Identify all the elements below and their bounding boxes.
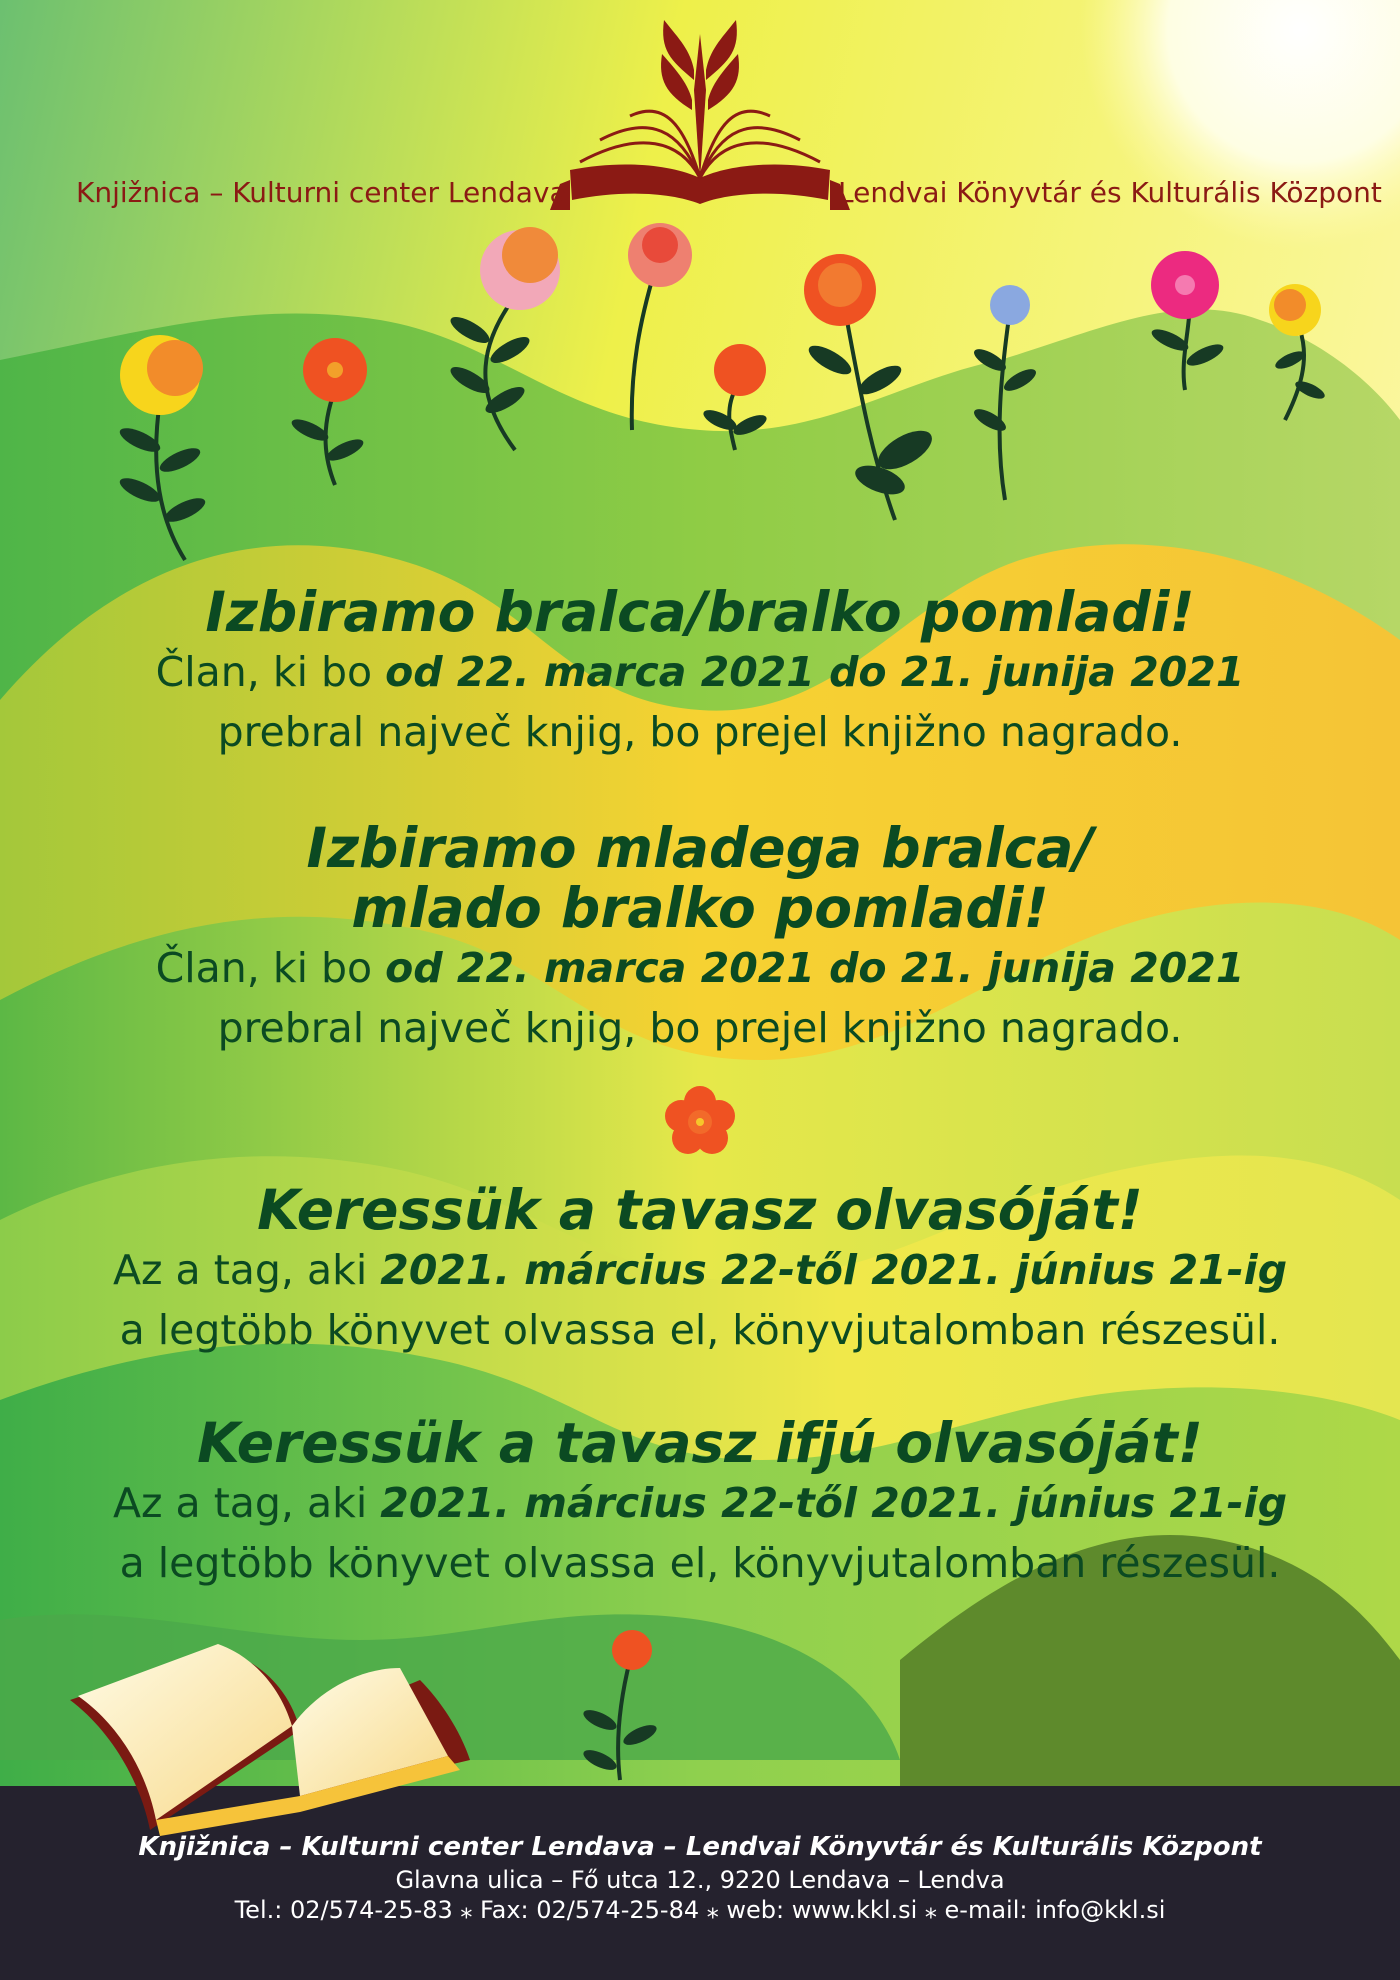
period-dates: 2021. március 22-től 2021. június 21-ig <box>380 1479 1288 1527</box>
period-dates: od 22. marca 2021 do 21. junija 2021 <box>385 944 1245 992</box>
section-headline-continued: mlado bralko pomladi! <box>351 876 1049 940</box>
period-prefix: Član, ki bo <box>155 944 386 992</box>
section-reward-line: prebral največ knjig, bo prejel knjižno nagrado. <box>217 1004 1183 1052</box>
section-period-line <box>0 642 1400 702</box>
section-period-line <box>0 938 1400 998</box>
period-prefix: Az a tag, aki <box>112 1246 381 1294</box>
section-period-line <box>0 1473 1400 1533</box>
footer-title: Knjižnica – Kulturni center Lendava – Lendvai Könyvtár és Kulturális Központ <box>138 1832 1262 1862</box>
section-adult-reader-slovene <box>0 582 1400 762</box>
section-headline: Izbiramo bralca/bralko pomladi! <box>205 580 1195 644</box>
header-library-name-slovene: Knjižnica – Kulturni center Lendava <box>76 176 567 209</box>
section-adult-reader-hungarian <box>0 1180 1400 1360</box>
period-prefix: Član, ki bo <box>155 648 386 696</box>
section-young-reader-slovene <box>0 818 1400 1058</box>
section-headline: Izbiramo mladega bralca/ <box>306 816 1094 880</box>
section-headline: Keressük a tavasz ifjú olvasóját! <box>197 1411 1203 1475</box>
section-reward-line: prebral največ knjig, bo prejel knjižno nagrado. <box>217 708 1183 756</box>
period-dates: 2021. március 22-től 2021. június 21-ig <box>380 1246 1288 1294</box>
period-dates: od 22. marca 2021 do 21. junija 2021 <box>385 648 1245 696</box>
section-young-reader-hungarian <box>0 1413 1400 1593</box>
footer-contact: Tel.: 02/574-25-83 ⁎ Fax: 02/574-25-84 ⁎ web: www.kkl.si ⁎ e-mail: info@kkl.si <box>234 1896 1166 1924</box>
section-headline: Keressük a tavasz olvasóját! <box>257 1178 1143 1242</box>
section-reward-line: a legtöbb könyvet olvassa el, könyvjutalomban részesül. <box>119 1306 1281 1354</box>
footer-address: Glavna ulica – Fő utca 12., 9220 Lendava – Lendva <box>395 1866 1005 1894</box>
section-period-line <box>0 1240 1400 1300</box>
header-library-name-hungarian: Lendvai Könyvtár és Kulturális Központ <box>838 176 1382 209</box>
period-prefix: Az a tag, aki <box>112 1479 381 1527</box>
section-reward-line: a legtöbb könyvet olvassa el, könyvjutalomban részesül. <box>119 1539 1281 1587</box>
